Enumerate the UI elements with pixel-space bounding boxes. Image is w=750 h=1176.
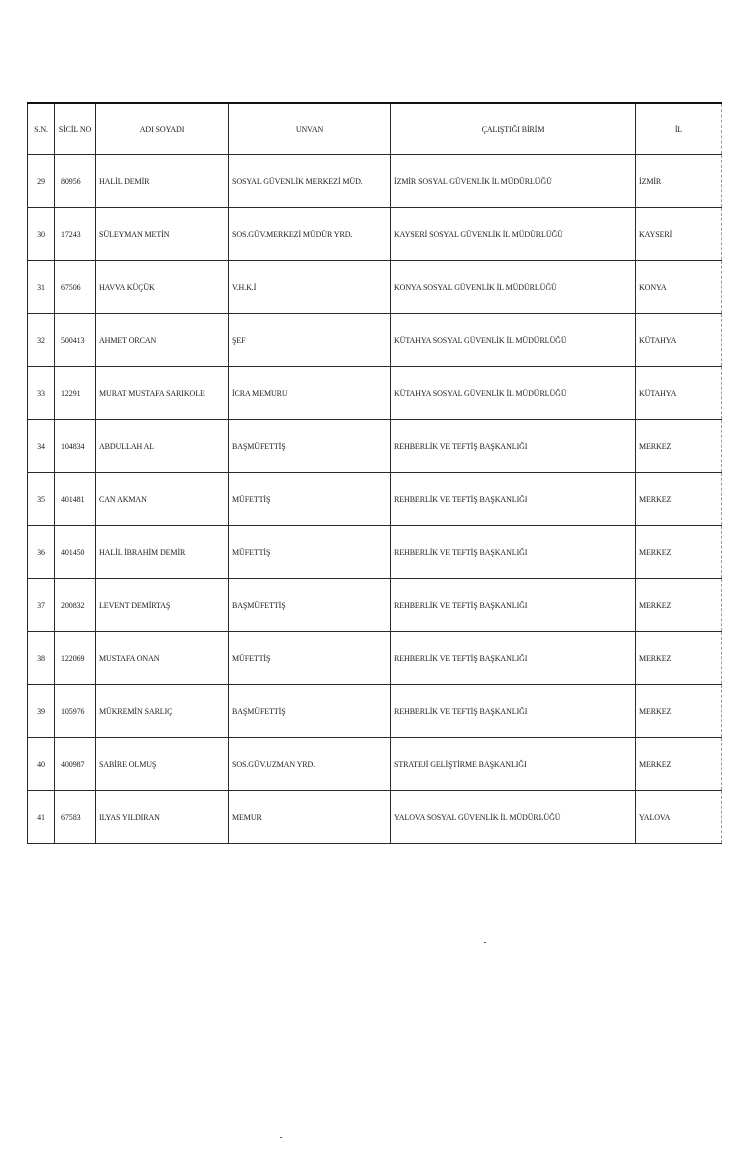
cell-ad: AHMET ORCAN — [96, 314, 229, 367]
cell-birim: KÜTAHYA SOSYAL GÜVENLİK İL MÜDÜRLÜĞÜ — [391, 314, 636, 367]
cell-sicil: 200832 — [55, 579, 96, 632]
cell-ad: SÜLEYMAN METİN — [96, 208, 229, 261]
cell-unvan: SOSYAL GÜVENLİK MERKEZİ MÜD. — [229, 155, 391, 208]
table-header — [28, 103, 722, 155]
cell-il: KÜTAHYA — [636, 367, 722, 420]
cell-sn: 41 — [28, 791, 55, 844]
header-birim: ÇALIŞTIĞI BİRİM — [391, 103, 636, 155]
personnel-table — [27, 102, 722, 844]
cell-sn: 38 — [28, 632, 55, 685]
cell-unvan: MÜFETTİŞ — [229, 473, 391, 526]
cell-unvan: MÜFETTİŞ — [229, 632, 391, 685]
cell-ad: HALİL İBRAHİM DEMİR — [96, 526, 229, 579]
cell-unvan: BAŞMÜFETTİŞ — [229, 579, 391, 632]
cell-birim: İZMİR SOSYAL GÜVENLİK İL MÜDÜRLÜĞÜ — [391, 155, 636, 208]
cell-il: KÜTAHYA — [636, 314, 722, 367]
cell-il: MERKEZ — [636, 420, 722, 473]
cell-il: MERKEZ — [636, 579, 722, 632]
cell-birim: REHBERLİK VE TEFTİŞ BAŞKANLIĞI — [391, 526, 636, 579]
cell-birim: REHBERLİK VE TEFTİŞ BAŞKANLIĞI — [391, 579, 636, 632]
header-il: İL — [636, 103, 722, 155]
cell-birim: KONYA SOSYAL GÜVENLİK İL MÜDÜRLÜĞÜ — [391, 261, 636, 314]
cell-sicil: 12291 — [55, 367, 96, 420]
cell-il: MERKEZ — [636, 738, 722, 791]
cell-birim: KÜTAHYA SOSYAL GÜVENLİK İL MÜDÜRLÜĞÜ — [391, 367, 636, 420]
cell-ad: MURAT MUSTAFA SARIKOLE — [96, 367, 229, 420]
table-row — [28, 579, 722, 632]
header-sn: S.N. — [28, 103, 55, 155]
cell-unvan: V.H.K.İ — [229, 261, 391, 314]
cell-sicil: 500413 — [55, 314, 96, 367]
cell-sicil: 80956 — [55, 155, 96, 208]
cell-sn: 39 — [28, 685, 55, 738]
cell-sn: 30 — [28, 208, 55, 261]
cell-sicil: 17243 — [55, 208, 96, 261]
cell-sn: 40 — [28, 738, 55, 791]
table-row — [28, 314, 722, 367]
cell-birim: YALOVA SOSYAL GÜVENLİK İL MÜDÜRLÜĞÜ — [391, 791, 636, 844]
cell-unvan: ŞEF — [229, 314, 391, 367]
table-row — [28, 791, 722, 844]
header-row — [28, 103, 722, 155]
header-ad: ADI SOYADI — [96, 103, 229, 155]
table-row — [28, 738, 722, 791]
cell-ad: ABDULLAH AL — [96, 420, 229, 473]
cell-sn: 29 — [28, 155, 55, 208]
cell-unvan: BAŞMÜFETTİŞ — [229, 420, 391, 473]
cell-birim: REHBERLİK VE TEFTİŞ BAŞKANLIĞI — [391, 473, 636, 526]
scan-speck — [280, 1137, 282, 1138]
cell-sicil: 122069 — [55, 632, 96, 685]
cell-birim: REHBERLİK VE TEFTİŞ BAŞKANLIĞI — [391, 420, 636, 473]
cell-sicil: 105976 — [55, 685, 96, 738]
cell-sn: 35 — [28, 473, 55, 526]
cell-unvan: MÜFETTİŞ — [229, 526, 391, 579]
cell-ad: HALİL DEMİR — [96, 155, 229, 208]
cell-il: MERKEZ — [636, 685, 722, 738]
cell-birim: REHBERLİK VE TEFTİŞ BAŞKANLIĞI — [391, 632, 636, 685]
cell-ad: ILYAS YILDIRAN — [96, 791, 229, 844]
table-row — [28, 420, 722, 473]
table-row — [28, 261, 722, 314]
cell-sicil: 67583 — [55, 791, 96, 844]
cell-il: KONYA — [636, 261, 722, 314]
cell-birim: REHBERLİK VE TEFTİŞ BAŞKANLIĞI — [391, 685, 636, 738]
table-row — [28, 367, 722, 420]
cell-sicil: 400987 — [55, 738, 96, 791]
cell-unvan: BAŞMÜFETTİŞ — [229, 685, 391, 738]
cell-ad: HAVVA KÜÇÜK — [96, 261, 229, 314]
cell-unvan: SOS.GÜV.MERKEZİ MÜDÜR YRD. — [229, 208, 391, 261]
document-sheet — [27, 102, 721, 844]
cell-ad: LEVENT DEMİRTAŞ — [96, 579, 229, 632]
scan-speck — [484, 942, 486, 943]
cell-sicil: 401450 — [55, 526, 96, 579]
cell-unvan: MEMUR — [229, 791, 391, 844]
cell-sn: 36 — [28, 526, 55, 579]
header-unvan: UNVAN — [229, 103, 391, 155]
cell-sicil: 104834 — [55, 420, 96, 473]
cell-sn: 31 — [28, 261, 55, 314]
cell-sn: 32 — [28, 314, 55, 367]
cell-il: YALOVA — [636, 791, 722, 844]
table-row — [28, 208, 722, 261]
cell-unvan: İCRA MEMURU — [229, 367, 391, 420]
cell-birim: STRATEJİ GELİŞTİRME BAŞKANLIĞI — [391, 738, 636, 791]
header-sicil: SİCİL NO — [55, 103, 96, 155]
table-row — [28, 632, 722, 685]
cell-sn: 33 — [28, 367, 55, 420]
cell-ad: CAN AKMAN — [96, 473, 229, 526]
cell-il: MERKEZ — [636, 632, 722, 685]
cell-il: KAYSERİ — [636, 208, 722, 261]
cell-il: MERKEZ — [636, 473, 722, 526]
cell-unvan: SOS.GÜV.UZMAN YRD. — [229, 738, 391, 791]
cell-ad: MUSTAFA ONAN — [96, 632, 229, 685]
cell-sicil: 67506 — [55, 261, 96, 314]
cell-sn: 37 — [28, 579, 55, 632]
table-row — [28, 526, 722, 579]
cell-ad: SABİRE OLMUŞ — [96, 738, 229, 791]
table-row — [28, 685, 722, 738]
cell-il: MERKEZ — [636, 526, 722, 579]
cell-sn: 34 — [28, 420, 55, 473]
table-body — [28, 155, 722, 844]
table-row — [28, 473, 722, 526]
cell-ad: MÜKREMİN SARLIÇ — [96, 685, 229, 738]
cell-sicil: 401481 — [55, 473, 96, 526]
table-row — [28, 155, 722, 208]
cell-il: İZMİR — [636, 155, 722, 208]
cell-birim: KAYSERİ SOSYAL GÜVENLİK İL MÜDÜRLÜĞÜ — [391, 208, 636, 261]
